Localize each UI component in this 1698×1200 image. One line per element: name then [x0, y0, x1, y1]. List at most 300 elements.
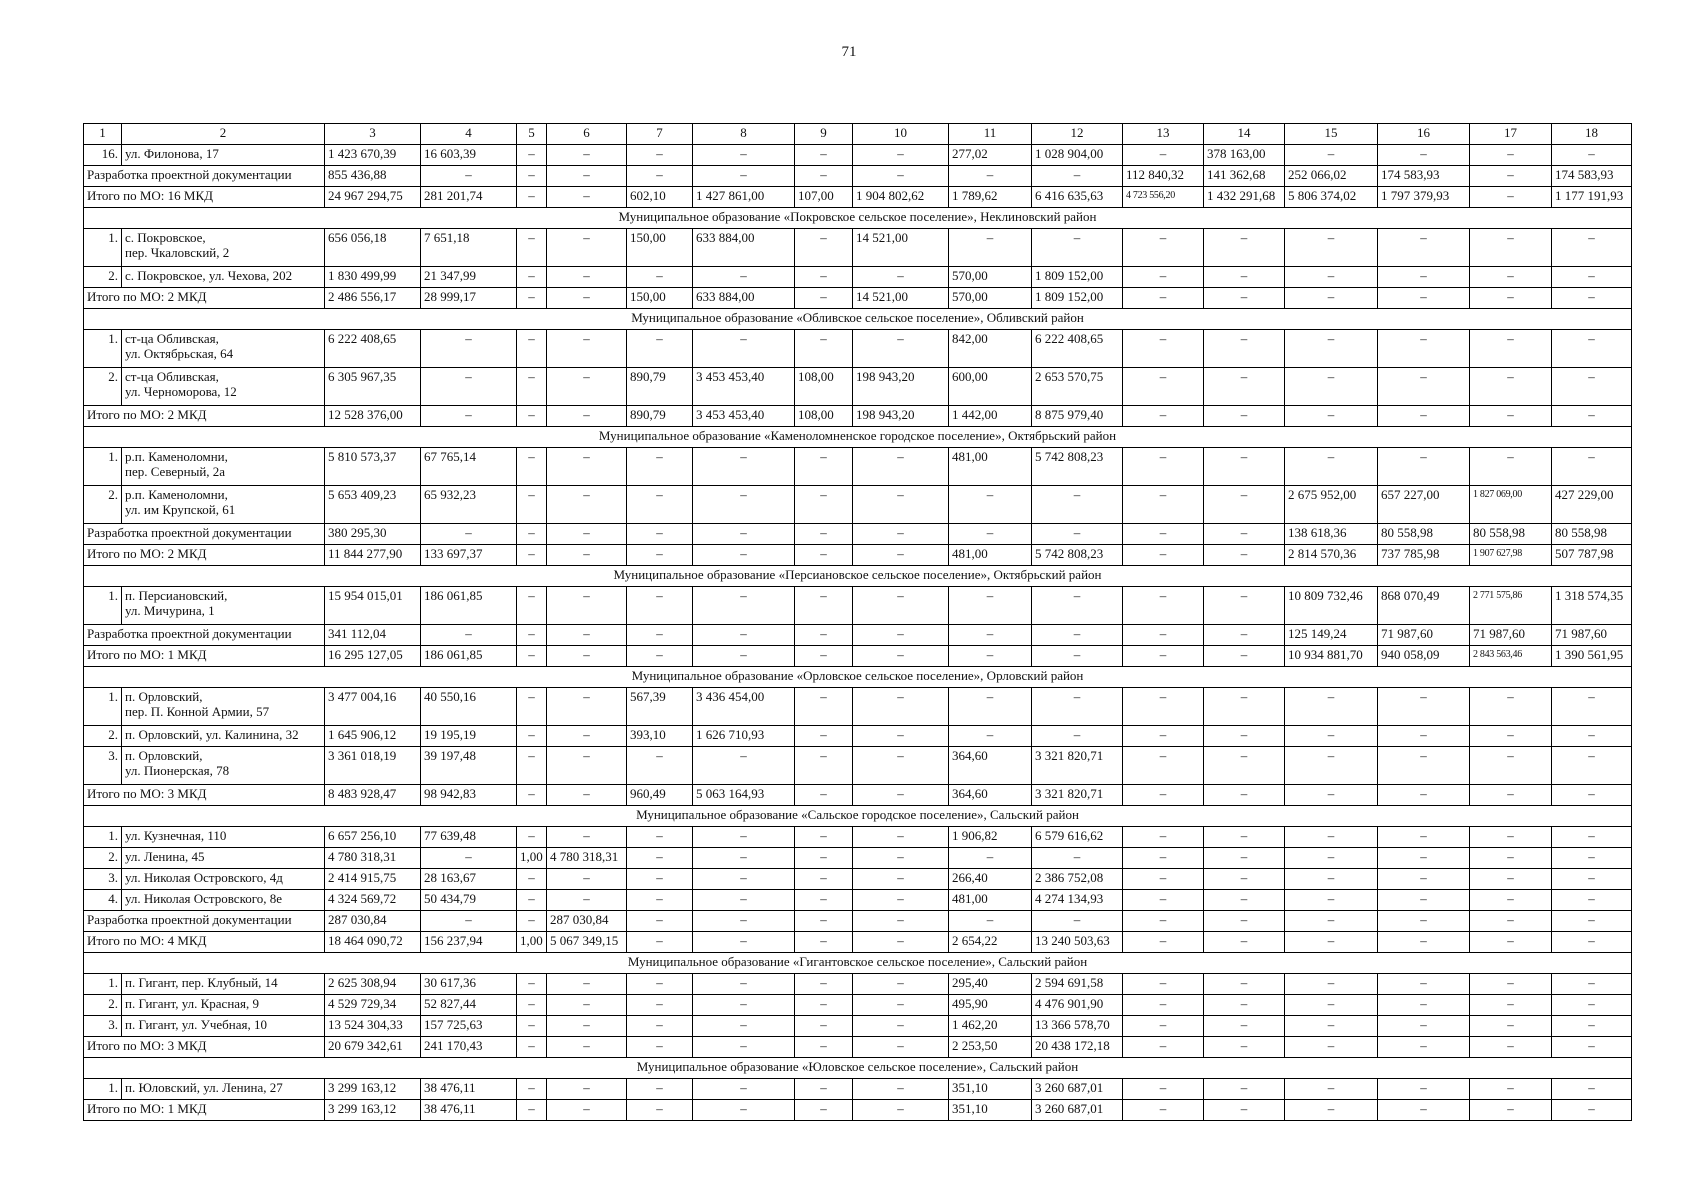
- value-cell-col-16: –: [1378, 1037, 1470, 1058]
- value-cell-col-3: 2 414 915,75: [325, 869, 421, 890]
- value-cell-col-14: –: [1204, 747, 1285, 785]
- subtotal-row: [84, 646, 1632, 667]
- value-cell-col-13: –: [1123, 646, 1204, 667]
- value-cell-col-8: –: [693, 524, 795, 545]
- value-cell-col-18: –: [1552, 229, 1632, 267]
- column-number-cell: 11: [949, 124, 1032, 145]
- value-cell-col-9: –: [795, 747, 853, 785]
- value-cell-col-11: 1 789,62: [949, 187, 1032, 208]
- value-cell-col-14: 1 432 291,68: [1204, 187, 1285, 208]
- value-cell-col-15: –: [1285, 267, 1378, 288]
- value-cell-col-9: –: [795, 785, 853, 806]
- value-cell-col-6: –: [547, 486, 627, 524]
- row-label: Итого по МО: 16 МКД: [84, 187, 325, 208]
- value-cell-col-13: –: [1123, 145, 1204, 166]
- value-cell-col-4: 40 550,16: [421, 688, 517, 726]
- value-cell-col-16: 71 987,60: [1378, 625, 1470, 646]
- building-address: п. Орловский, ул. Пионерская, 78: [122, 747, 325, 785]
- value-cell-col-6: –: [547, 545, 627, 566]
- value-cell-col-11: 842,00: [949, 330, 1032, 368]
- value-cell-col-5: –: [517, 406, 547, 427]
- value-cell-col-4: 28 163,67: [421, 869, 517, 890]
- value-cell-col-14: –: [1204, 524, 1285, 545]
- value-cell-col-17: –: [1470, 869, 1552, 890]
- subtotal-row: [84, 288, 1632, 309]
- value-cell-col-16: –: [1378, 267, 1470, 288]
- value-cell-col-16: 657 227,00: [1378, 486, 1470, 524]
- value-cell-col-11: –: [949, 646, 1032, 667]
- section-title: Муниципальное образование «Сальское городское поселение», Сальский район: [84, 806, 1632, 827]
- value-cell-col-17: 1 907 627,98: [1470, 545, 1552, 566]
- value-cell-col-18: –: [1552, 911, 1632, 932]
- value-cell-col-7: –: [627, 267, 693, 288]
- value-cell-col-8: –: [693, 646, 795, 667]
- value-cell-col-14: –: [1204, 932, 1285, 953]
- value-cell-col-9: –: [795, 229, 853, 267]
- value-cell-col-9: –: [795, 1079, 853, 1100]
- value-cell-col-11: –: [949, 911, 1032, 932]
- value-cell-col-9: –: [795, 974, 853, 995]
- value-cell-col-5: –: [517, 1079, 547, 1100]
- value-cell-col-5: –: [517, 587, 547, 625]
- value-cell-col-9: –: [795, 330, 853, 368]
- row-number: 2.: [84, 726, 122, 747]
- value-cell-col-9: –: [795, 688, 853, 726]
- value-cell-col-18: –: [1552, 869, 1632, 890]
- subtotal-row: [84, 1100, 1632, 1121]
- value-cell-col-3: 3 299 163,12: [325, 1100, 421, 1121]
- value-cell-col-3: 341 112,04: [325, 625, 421, 646]
- value-cell-col-11: 266,40: [949, 869, 1032, 890]
- value-cell-col-16: –: [1378, 932, 1470, 953]
- building-address: с. Покровское, ул. Чехова, 202: [122, 267, 325, 288]
- value-cell-col-15: –: [1285, 890, 1378, 911]
- value-cell-col-11: –: [949, 688, 1032, 726]
- value-cell-col-9: –: [795, 869, 853, 890]
- value-cell-col-8: –: [693, 1079, 795, 1100]
- row-number: 2.: [84, 486, 122, 524]
- value-cell-col-17: –: [1470, 827, 1552, 848]
- value-cell-col-14: 378 163,00: [1204, 145, 1285, 166]
- value-cell-col-9: –: [795, 726, 853, 747]
- value-cell-col-7: –: [627, 330, 693, 368]
- value-cell-col-15: 10 934 881,70: [1285, 646, 1378, 667]
- value-cell-col-10: 14 521,00: [853, 288, 949, 309]
- section-header-row: [84, 427, 1632, 448]
- value-cell-col-9: –: [795, 448, 853, 486]
- value-cell-col-14: –: [1204, 1079, 1285, 1100]
- value-cell-col-14: –: [1204, 1100, 1285, 1121]
- value-cell-col-9: –: [795, 267, 853, 288]
- section-header-row: [84, 208, 1632, 229]
- value-cell-col-12: 20 438 172,18: [1032, 1037, 1123, 1058]
- row-number: 1.: [84, 330, 122, 368]
- value-cell-col-8: 633 884,00: [693, 288, 795, 309]
- value-cell-col-13: –: [1123, 545, 1204, 566]
- value-cell-col-9: –: [795, 524, 853, 545]
- row-label: Разработка проектной документации: [84, 524, 325, 545]
- value-cell-col-18: –: [1552, 448, 1632, 486]
- value-cell-col-17: –: [1470, 166, 1552, 187]
- value-cell-col-4: 156 237,94: [421, 932, 517, 953]
- building-row: [84, 145, 1632, 166]
- value-cell-col-15: –: [1285, 1037, 1378, 1058]
- row-number: 2.: [84, 368, 122, 406]
- value-cell-col-4: 133 697,37: [421, 545, 517, 566]
- value-cell-col-14: –: [1204, 785, 1285, 806]
- row-number: 3.: [84, 747, 122, 785]
- building-row: [84, 688, 1632, 726]
- value-cell-col-12: 4 476 901,90: [1032, 995, 1123, 1016]
- value-cell-col-11: 1 906,82: [949, 827, 1032, 848]
- value-cell-col-12: 3 321 820,71: [1032, 785, 1123, 806]
- value-cell-col-7: –: [627, 974, 693, 995]
- value-cell-col-8: 3 436 454,00: [693, 688, 795, 726]
- value-cell-col-6: –: [547, 1037, 627, 1058]
- value-cell-col-10: –: [853, 330, 949, 368]
- value-cell-col-5: –: [517, 1016, 547, 1037]
- value-cell-col-7: –: [627, 747, 693, 785]
- value-cell-col-10: –: [853, 646, 949, 667]
- value-cell-col-10: 198 943,20: [853, 406, 949, 427]
- value-cell-col-8: –: [693, 486, 795, 524]
- value-cell-col-14: –: [1204, 448, 1285, 486]
- value-cell-col-18: –: [1552, 1100, 1632, 1121]
- row-label: Итого по МО: 4 МКД: [84, 932, 325, 953]
- value-cell-col-14: –: [1204, 545, 1285, 566]
- value-cell-col-3: 12 528 376,00: [325, 406, 421, 427]
- row-number: 3.: [84, 1016, 122, 1037]
- value-cell-col-15: 10 809 732,46: [1285, 587, 1378, 625]
- value-cell-col-11: –: [949, 587, 1032, 625]
- building-address: ул. Кузнечная, 110: [122, 827, 325, 848]
- value-cell-col-8: –: [693, 1016, 795, 1037]
- building-address: п. Орловский, ул. Калинина, 32: [122, 726, 325, 747]
- value-cell-col-17: –: [1470, 1037, 1552, 1058]
- building-address: ул. Филонова, 17: [122, 145, 325, 166]
- value-cell-col-17: 80 558,98: [1470, 524, 1552, 545]
- value-cell-col-4: 7 651,18: [421, 229, 517, 267]
- value-cell-col-9: –: [795, 646, 853, 667]
- value-cell-col-15: –: [1285, 448, 1378, 486]
- value-cell-col-16: –: [1378, 1079, 1470, 1100]
- value-cell-col-5: –: [517, 330, 547, 368]
- value-cell-col-13: –: [1123, 688, 1204, 726]
- value-cell-col-5: –: [517, 1037, 547, 1058]
- column-number-cell: 1: [84, 124, 122, 145]
- value-cell-col-12: 13 366 578,70: [1032, 1016, 1123, 1037]
- value-cell-col-12: 2 653 570,75: [1032, 368, 1123, 406]
- value-cell-col-9: –: [795, 995, 853, 1016]
- value-cell-col-6: –: [547, 646, 627, 667]
- value-cell-col-12: –: [1032, 848, 1123, 869]
- value-cell-col-13: –: [1123, 1100, 1204, 1121]
- value-cell-col-4: 50 434,79: [421, 890, 517, 911]
- value-cell-col-5: –: [517, 267, 547, 288]
- value-cell-col-11: –: [949, 848, 1032, 869]
- value-cell-col-3: 5 653 409,23: [325, 486, 421, 524]
- value-cell-col-6: –: [547, 995, 627, 1016]
- value-cell-col-14: –: [1204, 726, 1285, 747]
- value-cell-col-3: 4 780 318,31: [325, 848, 421, 869]
- value-cell-col-3: 8 483 928,47: [325, 785, 421, 806]
- building-row: [84, 974, 1632, 995]
- value-cell-col-7: –: [627, 646, 693, 667]
- row-number: 4.: [84, 890, 122, 911]
- value-cell-col-18: –: [1552, 1037, 1632, 1058]
- value-cell-col-8: 3 453 453,40: [693, 406, 795, 427]
- capital-repair-table: [83, 123, 1632, 1121]
- row-number: 1.: [84, 587, 122, 625]
- value-cell-col-5: –: [517, 911, 547, 932]
- value-cell-col-15: –: [1285, 368, 1378, 406]
- design-docs-row: [84, 524, 1632, 545]
- value-cell-col-17: –: [1470, 330, 1552, 368]
- value-cell-col-3: 4 324 569,72: [325, 890, 421, 911]
- section-header-row: [84, 806, 1632, 827]
- value-cell-col-15: –: [1285, 1100, 1378, 1121]
- value-cell-col-16: 174 583,93: [1378, 166, 1470, 187]
- value-cell-col-5: –: [517, 785, 547, 806]
- value-cell-col-3: 18 464 090,72: [325, 932, 421, 953]
- building-row: [84, 330, 1632, 368]
- value-cell-col-10: –: [853, 911, 949, 932]
- row-label: Разработка проектной документации: [84, 911, 325, 932]
- value-cell-col-11: 1 462,20: [949, 1016, 1032, 1037]
- section-title: Муниципальное образование «Обливское сельское поселение», Обливский район: [84, 309, 1632, 330]
- value-cell-col-7: –: [627, 1100, 693, 1121]
- value-cell-col-14: –: [1204, 848, 1285, 869]
- value-cell-col-11: 351,10: [949, 1079, 1032, 1100]
- value-cell-col-4: –: [421, 625, 517, 646]
- value-cell-col-14: –: [1204, 827, 1285, 848]
- value-cell-col-9: –: [795, 625, 853, 646]
- value-cell-col-9: –: [795, 1016, 853, 1037]
- value-cell-col-11: –: [949, 166, 1032, 187]
- value-cell-col-4: 16 603,39: [421, 145, 517, 166]
- value-cell-col-17: –: [1470, 229, 1552, 267]
- value-cell-col-17: –: [1470, 890, 1552, 911]
- value-cell-col-15: 5 806 374,02: [1285, 187, 1378, 208]
- value-cell-col-15: –: [1285, 145, 1378, 166]
- value-cell-col-7: –: [627, 1016, 693, 1037]
- value-cell-col-11: 2 654,22: [949, 932, 1032, 953]
- value-cell-col-8: –: [693, 974, 795, 995]
- value-cell-col-12: 3 260 687,01: [1032, 1100, 1123, 1121]
- value-cell-col-12: 6 416 635,63: [1032, 187, 1123, 208]
- value-cell-col-3: 1 645 906,12: [325, 726, 421, 747]
- value-cell-col-10: –: [853, 890, 949, 911]
- value-cell-col-13: –: [1123, 1037, 1204, 1058]
- value-cell-col-8: –: [693, 166, 795, 187]
- section-title: Муниципальное образование «Персиановское сельское поселение», Октябрьский район: [84, 566, 1632, 587]
- row-label: Итого по МО: 2 МКД: [84, 288, 325, 309]
- value-cell-col-11: 481,00: [949, 448, 1032, 486]
- value-cell-col-16: –: [1378, 368, 1470, 406]
- value-cell-col-6: –: [547, 1079, 627, 1100]
- value-cell-col-3: 855 436,88: [325, 166, 421, 187]
- value-cell-col-4: 67 765,14: [421, 448, 517, 486]
- value-cell-col-5: –: [517, 166, 547, 187]
- value-cell-col-15: 2 675 952,00: [1285, 486, 1378, 524]
- value-cell-col-18: 1 390 561,95: [1552, 646, 1632, 667]
- value-cell-col-6: –: [547, 448, 627, 486]
- value-cell-col-16: 737 785,98: [1378, 545, 1470, 566]
- value-cell-col-16: 80 558,98: [1378, 524, 1470, 545]
- column-number-cell: 10: [853, 124, 949, 145]
- value-cell-col-9: –: [795, 545, 853, 566]
- value-cell-col-13: –: [1123, 827, 1204, 848]
- value-cell-col-13: –: [1123, 974, 1204, 995]
- column-number-cell: 18: [1552, 124, 1632, 145]
- value-cell-col-15: –: [1285, 974, 1378, 995]
- value-cell-col-6: –: [547, 974, 627, 995]
- value-cell-col-17: –: [1470, 995, 1552, 1016]
- value-cell-col-13: –: [1123, 911, 1204, 932]
- value-cell-col-13: –: [1123, 726, 1204, 747]
- value-cell-col-8: –: [693, 267, 795, 288]
- value-cell-col-11: 570,00: [949, 288, 1032, 309]
- value-cell-col-13: –: [1123, 848, 1204, 869]
- value-cell-col-13: –: [1123, 1016, 1204, 1037]
- value-cell-col-11: –: [949, 625, 1032, 646]
- building-address: ст-ца Обливская, ул. Черноморова, 12: [122, 368, 325, 406]
- building-address: п. Гигант, ул. Учебная, 10: [122, 1016, 325, 1037]
- value-cell-col-4: 52 827,44: [421, 995, 517, 1016]
- value-cell-col-7: –: [627, 848, 693, 869]
- row-number: 2.: [84, 995, 122, 1016]
- value-cell-col-17: –: [1470, 448, 1552, 486]
- value-cell-col-11: 364,60: [949, 747, 1032, 785]
- value-cell-col-5: –: [517, 187, 547, 208]
- value-cell-col-14: –: [1204, 646, 1285, 667]
- value-cell-col-7: –: [627, 995, 693, 1016]
- value-cell-col-9: –: [795, 288, 853, 309]
- value-cell-col-7: –: [627, 448, 693, 486]
- value-cell-col-10: –: [853, 545, 949, 566]
- value-cell-col-6: –: [547, 869, 627, 890]
- value-cell-col-18: –: [1552, 747, 1632, 785]
- value-cell-col-10: –: [853, 848, 949, 869]
- value-cell-col-11: 364,60: [949, 785, 1032, 806]
- value-cell-col-13: 112 840,32: [1123, 166, 1204, 187]
- section-header-row: [84, 309, 1632, 330]
- value-cell-col-11: 351,10: [949, 1100, 1032, 1121]
- value-cell-col-9: –: [795, 890, 853, 911]
- value-cell-col-15: 2 814 570,36: [1285, 545, 1378, 566]
- value-cell-col-18: 427 229,00: [1552, 486, 1632, 524]
- building-address: п. Гигант, пер. Клубный, 14: [122, 974, 325, 995]
- value-cell-col-11: –: [949, 524, 1032, 545]
- building-row: [84, 229, 1632, 267]
- value-cell-col-14: –: [1204, 890, 1285, 911]
- column-number-cell: 12: [1032, 124, 1123, 145]
- value-cell-col-3: 3 477 004,16: [325, 688, 421, 726]
- value-cell-col-11: –: [949, 486, 1032, 524]
- value-cell-col-6: 4 780 318,31: [547, 848, 627, 869]
- value-cell-col-15: –: [1285, 406, 1378, 427]
- value-cell-col-3: 15 954 015,01: [325, 587, 421, 625]
- value-cell-col-14: –: [1204, 911, 1285, 932]
- value-cell-col-18: –: [1552, 406, 1632, 427]
- value-cell-col-5: –: [517, 448, 547, 486]
- value-cell-col-6: –: [547, 166, 627, 187]
- value-cell-col-10: 14 521,00: [853, 229, 949, 267]
- value-cell-col-8: –: [693, 890, 795, 911]
- row-number: 1.: [84, 229, 122, 267]
- value-cell-col-6: –: [547, 785, 627, 806]
- value-cell-col-18: –: [1552, 288, 1632, 309]
- value-cell-col-10: –: [853, 145, 949, 166]
- value-cell-col-15: –: [1285, 827, 1378, 848]
- building-address: ул. Николая Островского, 8е: [122, 890, 325, 911]
- value-cell-col-17: –: [1470, 1100, 1552, 1121]
- value-cell-col-12: –: [1032, 625, 1123, 646]
- value-cell-col-8: –: [693, 1100, 795, 1121]
- value-cell-col-8: 5 063 164,93: [693, 785, 795, 806]
- value-cell-col-9: –: [795, 932, 853, 953]
- value-cell-col-7: 960,49: [627, 785, 693, 806]
- value-cell-col-13: –: [1123, 330, 1204, 368]
- value-cell-col-12: 5 742 808,23: [1032, 545, 1123, 566]
- building-row: [84, 486, 1632, 524]
- value-cell-col-4: –: [421, 406, 517, 427]
- value-cell-col-18: –: [1552, 267, 1632, 288]
- value-cell-col-12: 1 809 152,00: [1032, 267, 1123, 288]
- column-number-cell: 2: [122, 124, 325, 145]
- row-label: Итого по МО: 3 МКД: [84, 1037, 325, 1058]
- value-cell-col-16: –: [1378, 747, 1470, 785]
- value-cell-col-18: 80 558,98: [1552, 524, 1632, 545]
- value-cell-col-6: –: [547, 726, 627, 747]
- column-number-cell: 9: [795, 124, 853, 145]
- value-cell-col-16: –: [1378, 890, 1470, 911]
- column-number-cell: 16: [1378, 124, 1470, 145]
- value-cell-col-12: 2 594 691,58: [1032, 974, 1123, 995]
- value-cell-col-13: –: [1123, 747, 1204, 785]
- value-cell-col-15: –: [1285, 848, 1378, 869]
- column-number-cell: 15: [1285, 124, 1378, 145]
- value-cell-col-17: –: [1470, 288, 1552, 309]
- value-cell-col-18: –: [1552, 995, 1632, 1016]
- value-cell-col-6: –: [547, 145, 627, 166]
- value-cell-col-18: –: [1552, 688, 1632, 726]
- value-cell-col-18: –: [1552, 145, 1632, 166]
- value-cell-col-13: –: [1123, 890, 1204, 911]
- value-cell-col-16: –: [1378, 448, 1470, 486]
- value-cell-col-14: –: [1204, 330, 1285, 368]
- subtotal-row: [84, 406, 1632, 427]
- building-row: [84, 368, 1632, 406]
- value-cell-col-18: 507 787,98: [1552, 545, 1632, 566]
- value-cell-col-15: –: [1285, 288, 1378, 309]
- section-title: Муниципальное образование «Покровское сельское поселение», Неклиновский район: [84, 208, 1632, 229]
- value-cell-col-10: –: [853, 869, 949, 890]
- value-cell-col-3: 1 830 499,99: [325, 267, 421, 288]
- value-cell-col-12: 13 240 503,63: [1032, 932, 1123, 953]
- value-cell-col-6: –: [547, 827, 627, 848]
- value-cell-col-13: –: [1123, 587, 1204, 625]
- value-cell-col-11: 277,02: [949, 145, 1032, 166]
- value-cell-col-3: 4 529 729,34: [325, 995, 421, 1016]
- subtotal-row: [84, 545, 1632, 566]
- value-cell-col-13: –: [1123, 368, 1204, 406]
- value-cell-col-6: –: [547, 288, 627, 309]
- value-cell-col-9: 108,00: [795, 368, 853, 406]
- row-number: 2.: [84, 848, 122, 869]
- value-cell-col-11: –: [949, 726, 1032, 747]
- value-cell-col-4: 157 725,63: [421, 1016, 517, 1037]
